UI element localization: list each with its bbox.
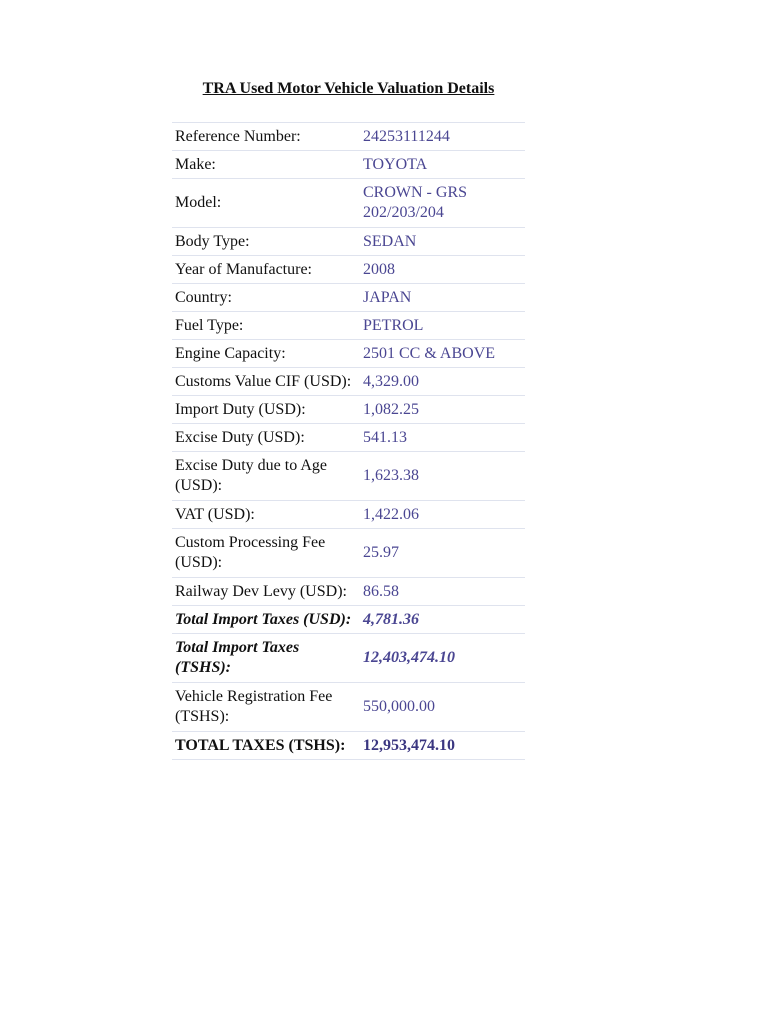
row-value: 2008 bbox=[363, 260, 395, 278]
row-value: 541.13 bbox=[363, 428, 407, 446]
row-value: 12,403,474.10 bbox=[363, 649, 455, 666]
row-label: Import Duty (USD): bbox=[175, 400, 306, 418]
table-row-grand-total bbox=[172, 732, 525, 760]
table-row bbox=[172, 368, 525, 396]
table-row bbox=[172, 179, 525, 228]
table-row bbox=[172, 340, 525, 368]
row-label: Customs Value CIF (USD): bbox=[175, 372, 352, 390]
table-row bbox=[172, 683, 525, 732]
row-value: 2501 CC & ABOVE bbox=[363, 344, 496, 362]
table-row bbox=[172, 312, 525, 340]
row-value: 86.58 bbox=[363, 582, 399, 600]
valuation-table bbox=[172, 122, 525, 760]
table-row bbox=[172, 424, 525, 452]
row-label: VAT (USD): bbox=[175, 505, 255, 523]
table-row bbox=[172, 578, 525, 606]
row-label: Custom Processing Fee (USD): bbox=[175, 534, 326, 571]
row-label: Reference Number: bbox=[175, 127, 301, 145]
table-row bbox=[172, 228, 525, 256]
row-label: Country: bbox=[175, 288, 232, 306]
row-value: 1,082.25 bbox=[363, 400, 419, 418]
row-value: 4,329.00 bbox=[363, 372, 419, 390]
row-label: Total Import Taxes (USD): bbox=[175, 610, 352, 628]
table-row bbox=[172, 284, 525, 312]
row-label: Railway Dev Levy (USD): bbox=[175, 582, 347, 600]
table-row bbox=[172, 529, 525, 578]
row-label: Vehicle Registration Fee (TSHS): bbox=[175, 688, 333, 725]
row-value: 25.97 bbox=[363, 544, 399, 561]
row-value: 24253111244 bbox=[363, 127, 450, 145]
table-row bbox=[172, 396, 525, 424]
row-value: PETROL bbox=[363, 316, 424, 334]
row-label: Fuel Type: bbox=[175, 316, 244, 334]
table-row bbox=[172, 151, 525, 179]
row-value: TOYOTA bbox=[363, 155, 428, 173]
row-label: TOTAL TAXES (TSHS): bbox=[175, 736, 346, 754]
table-row-total-tshs bbox=[172, 634, 525, 683]
row-label: Year of Manufacture: bbox=[175, 260, 312, 278]
table-row bbox=[172, 256, 525, 284]
table-row bbox=[172, 123, 525, 151]
row-value: SEDAN bbox=[363, 232, 417, 250]
row-value: 1,623.38 bbox=[363, 467, 419, 484]
row-label: Excise Duty (USD): bbox=[175, 428, 305, 446]
row-label: Total Import Taxes (TSHS): bbox=[175, 639, 300, 676]
row-value: JAPAN bbox=[363, 288, 412, 306]
row-value: 550,000.00 bbox=[363, 698, 435, 715]
row-value: CROWN - GRS 202/203/204 bbox=[363, 184, 468, 221]
page-title: TRA Used Motor Vehicle Valuation Details bbox=[202, 80, 495, 97]
table-row bbox=[172, 452, 525, 501]
table-row-total-usd bbox=[172, 606, 525, 634]
row-label: Make: bbox=[175, 155, 216, 173]
row-label: Engine Capacity: bbox=[175, 344, 286, 362]
table-row bbox=[172, 501, 525, 529]
row-label: Excise Duty due to Age (USD): bbox=[175, 457, 327, 494]
row-label: Model: bbox=[175, 194, 222, 211]
row-label: Body Type: bbox=[175, 232, 250, 250]
row-value: 4,781.36 bbox=[363, 610, 419, 628]
row-value: 12,953,474.10 bbox=[363, 736, 455, 754]
row-value: 1,422.06 bbox=[363, 505, 419, 523]
